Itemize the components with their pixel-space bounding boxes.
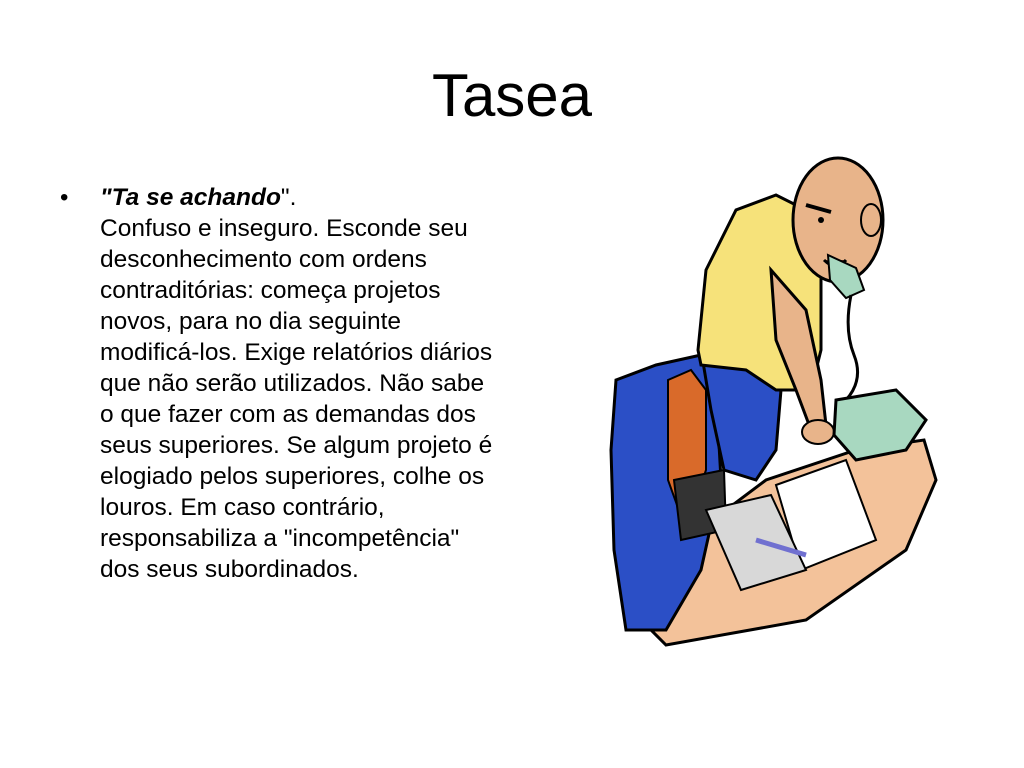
eye-shape bbox=[818, 217, 824, 223]
bullet-heading bbox=[100, 184, 281, 211]
bullet-marker: • bbox=[60, 184, 69, 211]
list-item bbox=[58, 182, 508, 585]
man-on-phone-at-desk-icon bbox=[606, 150, 942, 650]
bullet-body-text: Confuso e inseguro. Esconde seu desconhecimento com ordens contraditórias: começa projetos novos, para no dia seguinte modificá-los. Exige relatórios diários que não serão utilizados. Não sabe o que fazer com as demandas dos seus superiores. Se algum projeto é elogiado pelos superiores, colhe os louros. Em caso contrário, responsabiliza a "incompetência" dos seus subordinados. bbox=[100, 215, 493, 583]
hand-shape bbox=[802, 420, 834, 444]
bullet-emphasis: Ta se achando bbox=[111, 184, 281, 211]
bullet-list bbox=[58, 182, 508, 585]
phone-cord-shape bbox=[846, 295, 858, 400]
quote-open: " bbox=[100, 184, 112, 211]
quote-close: ". bbox=[280, 184, 297, 211]
ear-shape bbox=[861, 204, 881, 236]
slide-title: Tasea bbox=[431, 62, 593, 129]
